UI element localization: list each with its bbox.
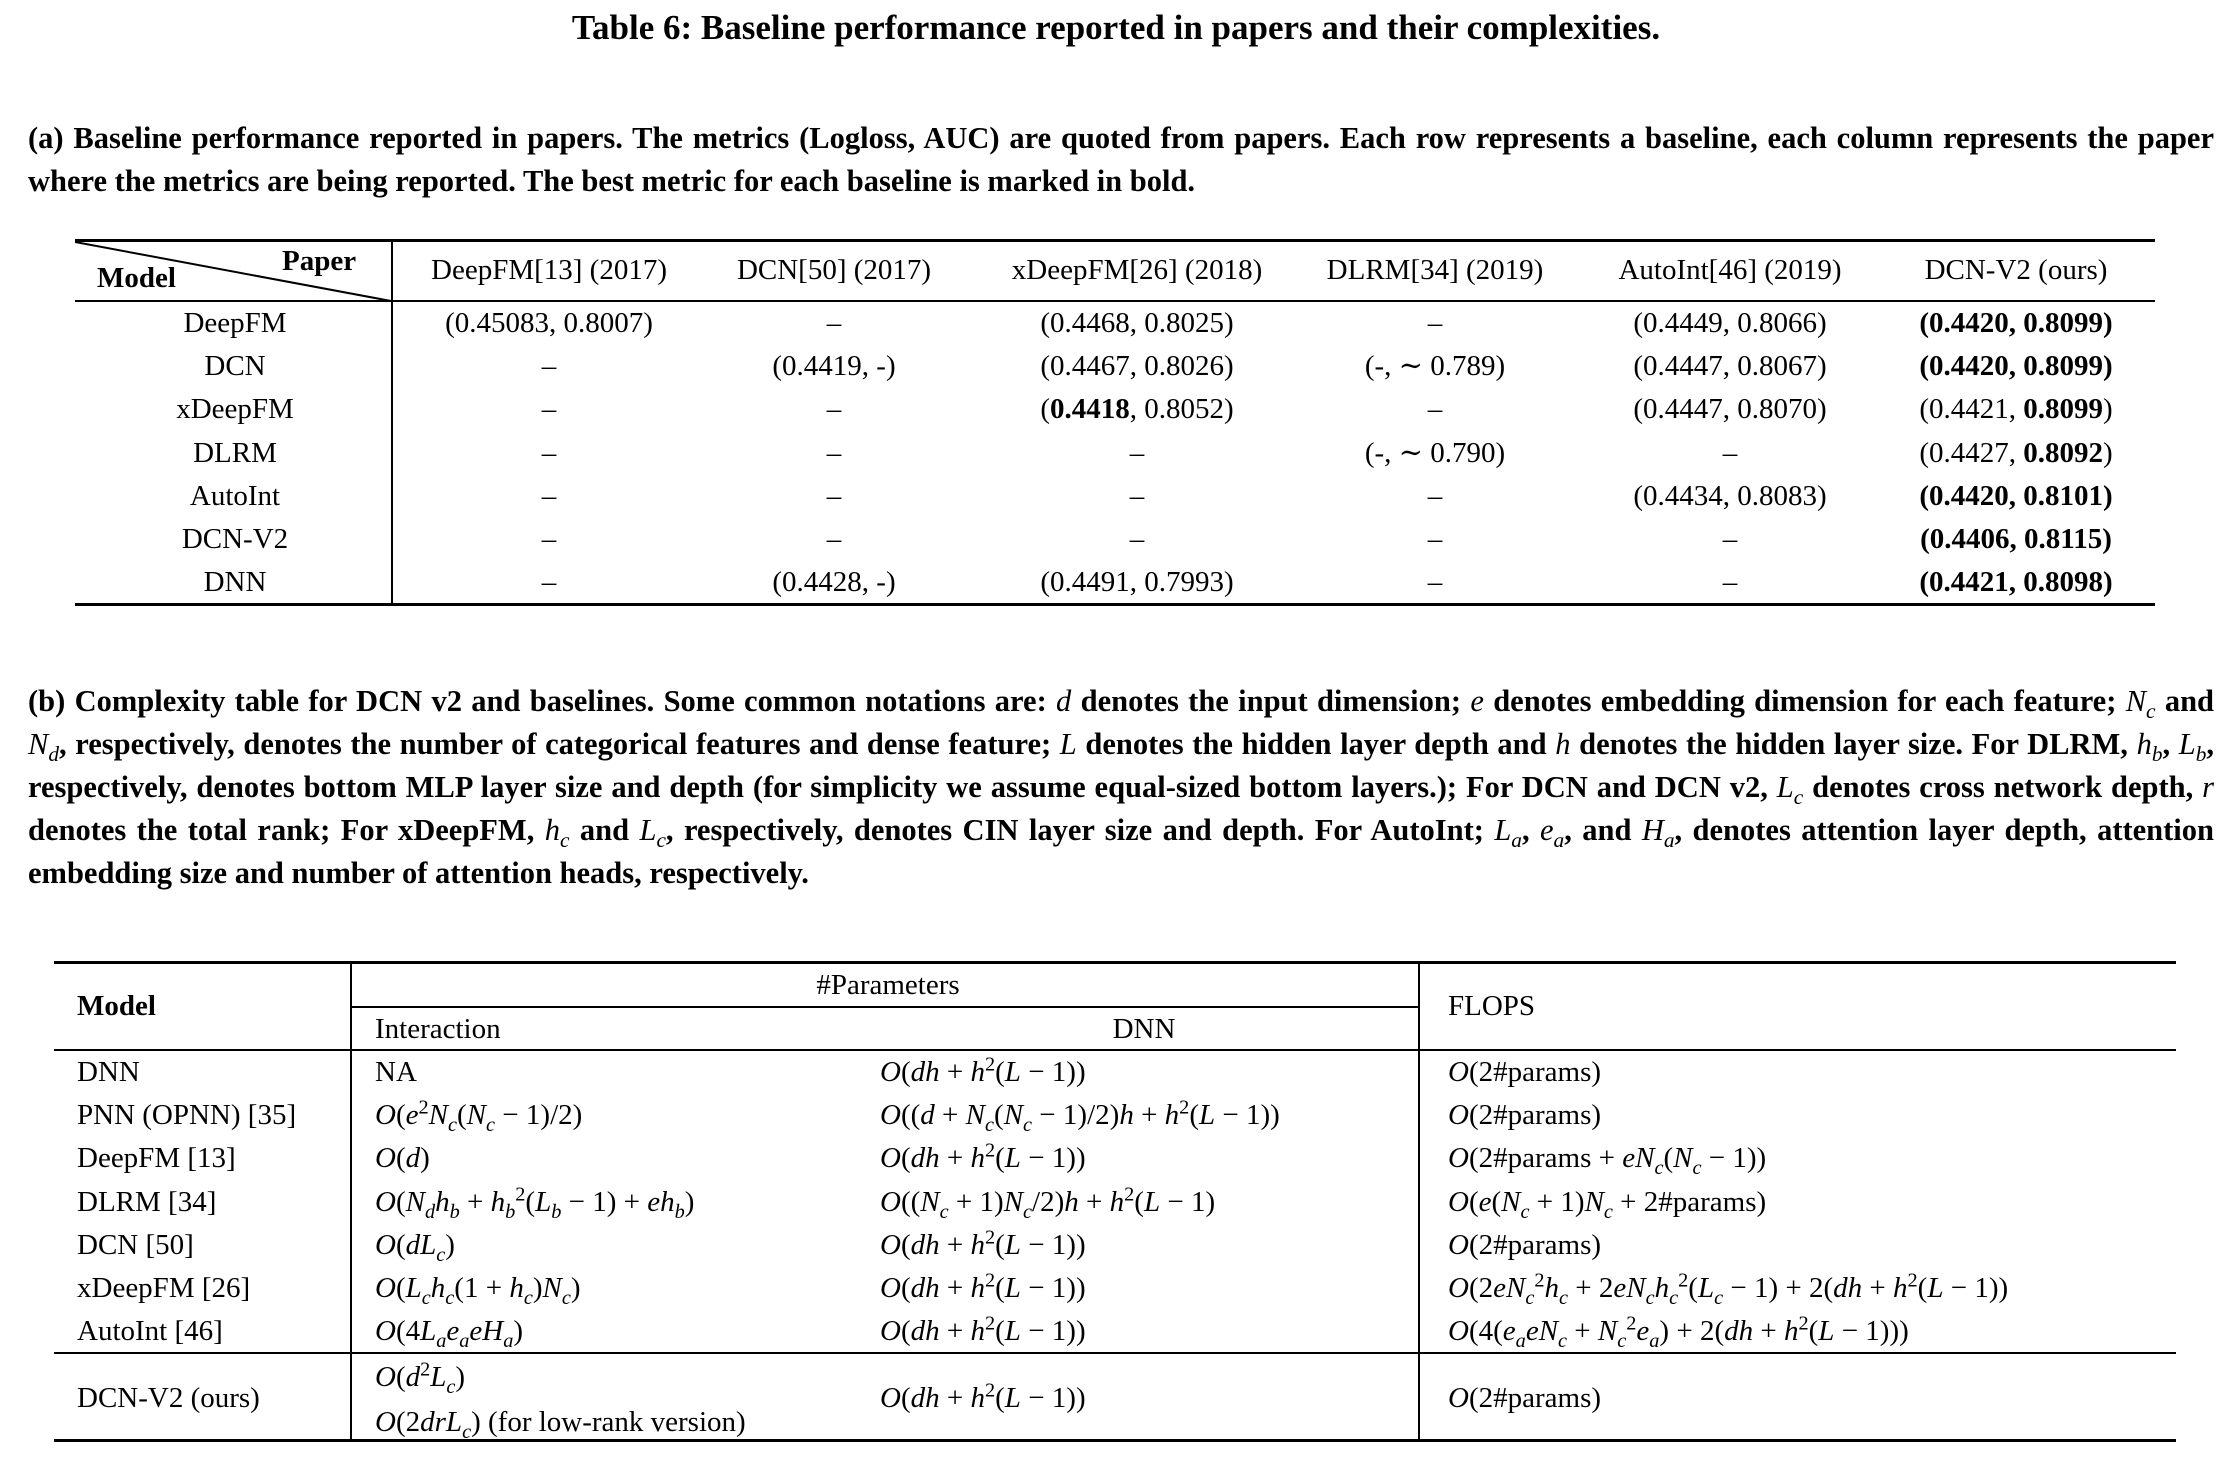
metric-cell: – <box>826 393 842 426</box>
ours-flops: O(2#params) <box>1448 1382 1602 1414</box>
dnn-params: $O(dh + h^2(L - 1))$ <box>880 1226 1086 1261</box>
flops: O(2#params + $eN_c(N_c - 1)$) <box>1448 1142 1767 1180</box>
metric-cell: (-, ∼ 0.790) <box>1364 436 1506 469</box>
metric-cell: (0.4467, 0.8026) <box>1040 350 1234 383</box>
metric-cell: (0.4491, 0.7993) <box>1040 566 1234 599</box>
metric-cell: – <box>1722 436 1738 469</box>
dnn-params: $O(dh + h^2(L - 1))$ <box>880 1269 1086 1304</box>
table-title: Table 6: Baseline performance reported in papers and their complexities. <box>571 8 1661 47</box>
metric-cell: (0.4420, 0.8099) <box>1919 350 2113 383</box>
header-params-group: #Parameters <box>816 969 960 1001</box>
metric-cell: – <box>1129 523 1145 555</box>
interaction-params: $O(dL_c)$ <box>375 1228 455 1266</box>
row-model-label: DLRM [34] <box>77 1185 217 1218</box>
ours-interaction-lowrank-formula: O(2drL$_c$) <box>375 1406 481 1443</box>
metric-cell: – <box>1427 479 1443 512</box>
metric-cell: – <box>541 350 557 383</box>
table-b-divider-flops <box>1418 962 1420 1440</box>
row-model-label: DCN-V2 <box>181 523 289 555</box>
table-b-ours-rule <box>54 1352 2176 1354</box>
metric-cell: – <box>1427 307 1443 339</box>
metric-cell: (0.4419, -) <box>772 350 896 383</box>
metric-cell: – <box>541 436 557 469</box>
metric-cell: (0.4421, 0.8098) <box>1919 566 2113 599</box>
dnn-params: $O(dh + h^2(L - 1))$ <box>880 1139 1086 1175</box>
caption-a: (a) Baseline performance reported in papers. The metrics (Logloss, AUC) are quoted from papers. Each row represents a baseline, each column represents the paper where the metrics are being reported. The best metric for each baseline is marked in bold. <box>28 121 2214 198</box>
row-model-label: AutoInt <box>189 479 281 512</box>
ours-interaction-full: $O(d^2L_c)$ <box>375 1358 466 1398</box>
interaction-params: O(d) <box>375 1142 430 1175</box>
metric-cell: (0.4427, 0.8092) <box>1919 436 2113 469</box>
column-header-5: DCN-V2 (ours) <box>1924 254 2108 286</box>
flops: $O(e(N_c + 1)N_c$ + 2#params) <box>1448 1185 1767 1223</box>
table-b-params-subrule <box>350 1006 1419 1008</box>
metric-cell: (0.4447, 0.8067) <box>1633 350 1827 383</box>
row-model-label: DLRM <box>193 436 277 469</box>
row-model-label: DeepFM <box>183 307 287 339</box>
metric-cell: (0.4420, 0.8101) <box>1919 479 2113 512</box>
column-header-4: AutoInt[46] (2019) <box>1618 254 1842 286</box>
interaction-params: $O(4L_ae_aeH_a)$ <box>375 1315 524 1352</box>
ours-interaction-lowrank <box>375 1404 746 1443</box>
corner-row-label: Model <box>97 262 176 294</box>
row-model-label: DCN <box>204 350 266 383</box>
column-header-3: DLRM[34] (2019) <box>1326 254 1544 286</box>
metric-cell: – <box>1427 393 1443 426</box>
row-model-label: AutoInt [46] <box>77 1315 223 1348</box>
metric-cell: (0.4421, 0.8099) <box>1919 393 2113 426</box>
table-b-header-rule <box>54 1049 2176 1051</box>
metric-cell: – <box>1129 479 1145 512</box>
row-model-label: DNN <box>203 566 267 599</box>
metric-cell: – <box>541 523 557 555</box>
table-a-bottom-rule <box>75 603 2155 606</box>
metric-cell: – <box>826 479 842 512</box>
row-model-label: xDeepFM <box>176 393 294 426</box>
dnn-params: $O(dh + h^2(L - 1))$ <box>880 1312 1086 1348</box>
metric-cell: (0.45083, 0.8007) <box>445 307 653 339</box>
flops: $O(2eN_c^2h_c + 2eN_ch_c^2(L_c - 1) + 2(dh + h^2(L - 1))$ <box>1448 1269 2009 1309</box>
row-model-label: DNN <box>77 1056 140 1088</box>
dnn-params: $O((d + N_c(N_c - 1)/2)h + h^2(L - 1))$ <box>880 1096 1280 1136</box>
metric-cell: (0.4420, 0.8099) <box>1919 307 2113 339</box>
metric-cell: (0.4449, 0.8066) <box>1633 307 1827 339</box>
table-b-bottom-rule <box>54 1439 2176 1442</box>
row-model-label: DCN [50] <box>77 1228 194 1261</box>
interaction-params: $O(e^2N_c(N_c - 1)/2)$ <box>375 1096 583 1136</box>
metric-cell: – <box>1427 523 1443 555</box>
ours-dnn-params: $O(dh + h^2(L - 1))$ <box>880 1379 1086 1414</box>
metric-cell: (0.4434, 0.8083) <box>1633 479 1827 512</box>
row-model-label: DeepFM [13] <box>77 1142 236 1175</box>
metric-cell: (0.4418, 0.8052) <box>1040 393 1234 426</box>
metric-cell: – <box>1722 523 1738 555</box>
metric-cell: (0.4468, 0.8025) <box>1040 307 1234 339</box>
flops: O(2#params) <box>1448 1056 1602 1088</box>
table-b-top-rule <box>54 961 2176 964</box>
dnn-params: $O(dh + h^2(L - 1))$ <box>880 1053 1086 1088</box>
header-flops: FLOPS <box>1448 990 1536 1022</box>
dnn-params: $O((N_c + 1)N_c/2)h + h^2(L - 1)$ <box>880 1182 1216 1223</box>
metric-cell: – <box>1427 566 1443 599</box>
interaction-params: $O(L_ch_c(1 + h_c)N_c)$ <box>375 1272 581 1309</box>
header-interaction: Interaction <box>375 1013 501 1045</box>
metric-cell: – <box>826 436 842 469</box>
metric-cell: – <box>826 523 842 555</box>
metric-cell: – <box>541 566 557 599</box>
flops: O(2#params) <box>1448 1099 1602 1132</box>
interaction-params: $O(N_dh_b + h_b^2(L_b - 1) + eh_b)$ <box>375 1182 695 1223</box>
header-dnn: DNN <box>1112 1013 1176 1045</box>
header-model: Model <box>77 990 156 1022</box>
corner-col-label: Paper <box>282 245 357 277</box>
flops: O(2#params) <box>1448 1228 1602 1261</box>
metric-cell: (-, ∼ 0.789) <box>1364 350 1506 383</box>
metric-cell: (0.4447, 0.8070) <box>1633 393 1827 426</box>
ours-model: DCN-V2 (ours) <box>77 1382 260 1414</box>
caption-b: (b) Complexity table for DCN v2 and baselines. Some common notations are: d denotes the input dimension; e denotes embedding dimension for each feature; $N_c$ and $N_d$, respectively, denotes the number of categorical features and dense feature; L denotes the hidden layer depth and h denotes the hidden layer size. For DLRM, $h_b$, $L_b$, respectively, denotes bottom MLP layer size and depth (for simplicity we assume equal-sized bottom layers.); For DCN and DCN v2, $L_c$ denotes cross network depth, r denotes the total rank; For xDeepFM, $h_c$ and $L_c$, respectively, denotes CIN layer size and depth. For AutoInt; $L_a$, $e_a$, and $H_a$, denotes attention layer depth, attention embedding size and number of attention heads, respectively. <box>28 684 2215 890</box>
metric-cell: – <box>541 393 557 426</box>
column-header-0: DeepFM[13] (2017) <box>431 254 667 286</box>
metric-cell: – <box>826 307 842 339</box>
metric-cell: – <box>541 479 557 512</box>
column-header-1: DCN[50] (2017) <box>736 254 932 286</box>
table-b-divider-model <box>350 962 352 1440</box>
flops: $O(4(e_aeN_c + N_c^2e_a) + 2(dh + h^2(L - 1)))$ <box>1448 1312 1909 1352</box>
metric-cell: (0.4428, -) <box>772 566 896 599</box>
row-model-label: PNN (OPNN) [35] <box>77 1099 297 1132</box>
metric-cell: – <box>1722 566 1738 599</box>
metric-cell: (0.4406, 0.8115) <box>1920 523 2112 555</box>
ours-interaction-lowrank-note: (for low-rank version) <box>488 1406 746 1438</box>
column-header-2: xDeepFM[26] (2018) <box>1011 254 1263 286</box>
metric-cell: – <box>1129 436 1145 469</box>
interaction-params: NA <box>375 1056 417 1088</box>
row-model-label: xDeepFM [26] <box>77 1272 251 1304</box>
